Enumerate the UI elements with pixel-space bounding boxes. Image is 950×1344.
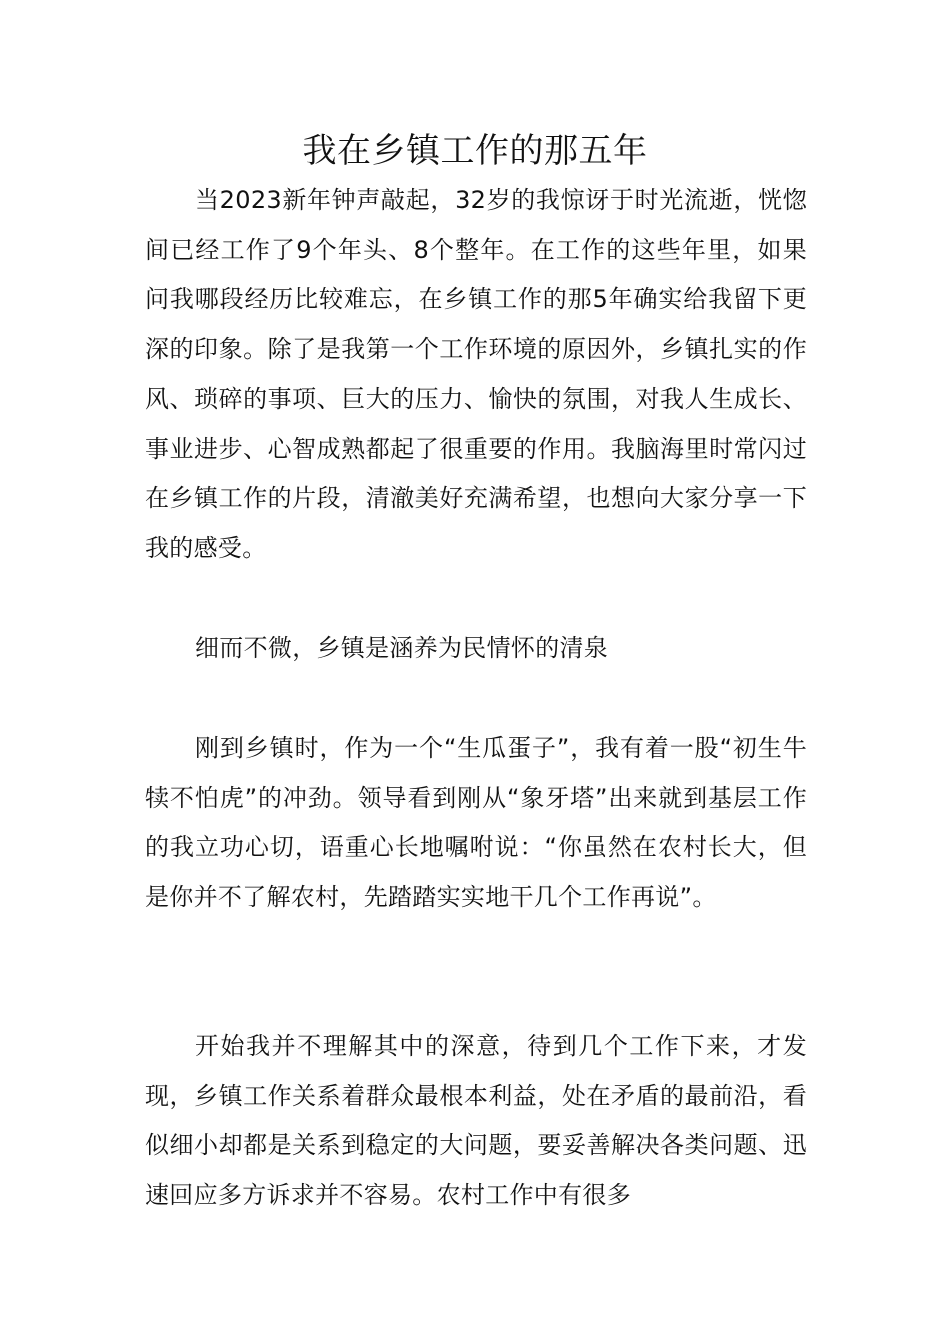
document-title: 我在乡镇工作的那五年	[302, 131, 648, 171]
paragraph-arrival: 刚到乡镇时，作为一个“生瓜蛋子”，我有着一股“初生牛犊不怕虎”的冲劲。领导看到刚从“象牙塔”出来就到基层工作的我立功心切，语重心长地嘱咐说：“你虽然在农村长大，但是你并不了解农村，先踏踏实实地干几个工作再说”。	[145, 734, 807, 912]
section-heading: 细而不微，乡镇是涵养为民情怀的清泉	[195, 634, 609, 662]
paragraph-intro: 当2023新年钟声敲起，32岁的我惊讶于时光流逝，恍惚间已经工作了9个年头、8个整年。在工作的这些年里，如果问我哪段经历比较难忘，在乡镇工作的那5年确实给我留下更深的印象。除了是我第一个工作环境的原因外，乡镇扎实的作风、琐碎的事项、巨大的压力、愉快的氛围，对我人生成长、事业进步、心智成熟都起了很重要的作用。我脑海里时常闪过在乡镇工作的片段，清澈美好充满希望，也想向大家分享一下我的感受。	[145, 186, 807, 562]
paragraph-understanding: 开始我并不理解其中的深意，待到几个工作下来，才发现，乡镇工作关系着群众最根本利益，处在矛盾的最前沿，看似细小却都是关系到稳定的大问题，要妥善解决各类问题、迅速回应多方诉求并不容易。农村工作中有很多	[145, 1032, 807, 1210]
